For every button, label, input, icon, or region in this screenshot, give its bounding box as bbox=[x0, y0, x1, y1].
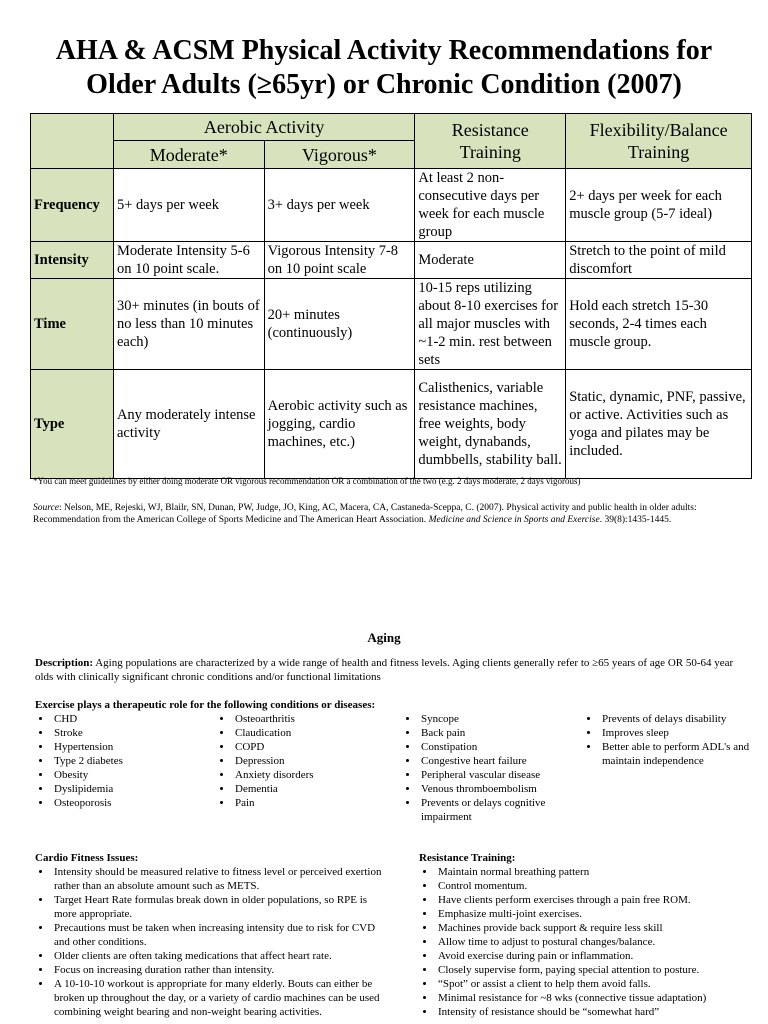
row-label-frequency: Frequency bbox=[31, 169, 114, 242]
table-row bbox=[31, 370, 752, 479]
list-item: • Dementia bbox=[233, 782, 403, 796]
recommendations-table bbox=[30, 113, 752, 479]
list-item: • Syncope bbox=[419, 712, 589, 726]
cell-moderate: 5+ days per week bbox=[113, 169, 264, 242]
source-tail: . 39(8):1435-1445. bbox=[599, 515, 672, 525]
resistance-list bbox=[419, 865, 768, 1019]
cell-vigorous: 20+ minutes (continuously) bbox=[264, 279, 415, 370]
footnote: *You can meet guidelines by either doing moderate OR vigorous recommendation OR a combination of the two (e.g. 2 days moderate, 2 days vigorous) bbox=[33, 476, 581, 486]
list-item: • Better able to perform ADL's and maintain independence bbox=[600, 740, 750, 768]
cell-moderate: 30+ minutes (in bouts of no less than 10 minutes each) bbox=[113, 279, 264, 370]
list-item: • A 10-10-10 workout is appropriate for many elderly. Bouts can either be broken up throughout the day, or a variety of cardio machines can be used combining weight bearing and non-weight bearing activities. bbox=[52, 977, 392, 1019]
list-item: • Emphasize multi-joint exercises. bbox=[436, 907, 768, 921]
corner-cell bbox=[31, 114, 114, 169]
list-item: • Stroke bbox=[52, 726, 212, 740]
list-item: • Constipation bbox=[419, 740, 589, 754]
resistance-title: Resistance Training: bbox=[419, 852, 516, 864]
list-item: • COPD bbox=[233, 740, 403, 754]
list-item: • Dyslipidemia bbox=[52, 782, 212, 796]
aerobic-header: Aerobic Activity bbox=[113, 114, 414, 141]
conditions-list-1 bbox=[35, 712, 212, 810]
list-item: • Have clients perform exercises through a pain free ROM. bbox=[436, 893, 768, 907]
cardio-list bbox=[35, 865, 392, 1019]
table-row bbox=[31, 279, 752, 370]
moderate-header: Moderate* bbox=[113, 141, 264, 169]
cell-flex: Hold each stretch 15-30 seconds, 2-4 times each muscle group. bbox=[566, 279, 752, 370]
aging-description bbox=[35, 656, 735, 684]
cell-resistance: 10-15 reps utilizing about 8-10 exercises for all major muscles with ~1-2 min. rest between sets bbox=[415, 279, 566, 370]
resistance-header: Resistance Training bbox=[415, 114, 566, 169]
list-item: • Intensity of resistance should be “somewhat hard” bbox=[436, 1005, 768, 1019]
list-item: • Closely supervise form, paying special attention to posture. bbox=[436, 963, 768, 977]
row-label-intensity: Intensity bbox=[31, 242, 114, 279]
row-label-type: Type bbox=[31, 370, 114, 479]
page-title bbox=[0, 34, 768, 102]
description-text: Aging populations are characterized by a wide range of health and fitness levels. Aging clients generally refer to ≥65 years of age OR 50-64 year olds with clinically significant chronic conditions and/or functional limitations bbox=[35, 657, 734, 683]
list-item: • Machines provide back support & require less skill bbox=[436, 921, 768, 935]
list-item: • Back pain bbox=[419, 726, 589, 740]
list-item: • Depression bbox=[233, 754, 403, 768]
conditions-list-4 bbox=[583, 712, 750, 768]
list-item: • CHD bbox=[52, 712, 212, 726]
cell-moderate: Any moderately intense activity bbox=[113, 370, 264, 479]
aging-title: Aging bbox=[367, 630, 401, 645]
cell-resistance: At least 2 non-consecutive days per week for each muscle group bbox=[415, 169, 566, 242]
list-item: • Congestive heart failure bbox=[419, 754, 589, 768]
cell-vigorous: 3+ days per week bbox=[264, 169, 415, 242]
flexibility-header: Flexibility/Balance Training bbox=[566, 114, 752, 169]
vigorous-header: Vigorous* bbox=[264, 141, 415, 169]
source-journal: Medicine and Science in Sports and Exercise bbox=[428, 515, 600, 525]
list-item: • Prevents of delays disability bbox=[600, 712, 750, 726]
list-item: • Allow time to adjust to postural changes/balance. bbox=[436, 935, 768, 949]
source-text: : Nelson, ME, Rejeski, WJ, Blailr, SN, Dunan, PW, Judge, JO, King, AC, Macera, CA, Castaneda-Sceppa, C. (2007). Physical activity and public health in older adults: Recommendation from the American College of Sports Medicine and The American Heart Association. bbox=[33, 503, 697, 525]
conditions-list-2 bbox=[216, 712, 403, 810]
list-item: • Pain bbox=[233, 796, 403, 810]
list-item: • Type 2 diabetes bbox=[52, 754, 212, 768]
list-item: • Older clients are often taking medications that affect heart rate. bbox=[52, 949, 392, 963]
list-item: • Obesity bbox=[52, 768, 212, 782]
description-label: Description: bbox=[35, 657, 94, 669]
list-item: • Maintain normal breathing pattern bbox=[436, 865, 768, 879]
list-item: • Intensity should be measured relative to fitness level or perceived exertion rather than an absolute amount such as METS. bbox=[52, 865, 392, 893]
list-item: • Peripheral vascular disease bbox=[419, 768, 589, 782]
conditions-list-3 bbox=[402, 712, 589, 824]
list-item: • Minimal resistance for ~8 wks (connective tissue adaptation) bbox=[436, 991, 768, 1005]
list-item: • Control momentum. bbox=[436, 879, 768, 893]
title-line-2: Older Adults (≥65yr) or Chronic Condition (2007) bbox=[86, 69, 682, 100]
cell-vigorous: Vigorous Intensity 7-8 on 10 point scale bbox=[264, 242, 415, 279]
list-item: • Venous thromboembolism bbox=[419, 782, 589, 796]
source-citation bbox=[33, 502, 743, 526]
list-item: • Hypertension bbox=[52, 740, 212, 754]
list-item: • Improves sleep bbox=[600, 726, 750, 740]
list-item: • Claudication bbox=[233, 726, 403, 740]
cardio-title: Cardio Fitness Issues: bbox=[35, 852, 139, 864]
title-line-1: AHA & ACSM Physical Activity Recommendations for bbox=[55, 35, 713, 66]
list-item: • Avoid exercise during pain or inflammation. bbox=[436, 949, 768, 963]
cell-resistance: Moderate bbox=[415, 242, 566, 279]
source-label: Source bbox=[33, 503, 60, 513]
cell-resistance: Calisthenics, variable resistance machines, free weights, body weight, dynabands, dumbbells, stability ball. bbox=[415, 370, 566, 479]
table-row bbox=[31, 169, 752, 242]
list-item: • Focus on increasing duration rather than intensity. bbox=[52, 963, 392, 977]
list-item: • Anxiety disorders bbox=[233, 768, 403, 782]
list-item: • Osteoarthritis bbox=[233, 712, 403, 726]
list-item: • Osteoporosis bbox=[52, 796, 212, 810]
row-label-time: Time bbox=[31, 279, 114, 370]
exercise-title: Exercise plays a therapeutic role for the following conditions or diseases: bbox=[35, 699, 376, 711]
list-item: • “Spot” or assist a client to help them avoid falls. bbox=[436, 977, 768, 991]
list-item: • Precautions must be taken when increasing intensity due to risk for CVD and other conditions. bbox=[52, 921, 392, 949]
cell-flex: Static, dynamic, PNF, passive, or active. Activities such as yoga and pilates may be included. bbox=[566, 370, 752, 479]
table-row bbox=[31, 242, 752, 279]
list-item: • Target Heart Rate formulas break down in older populations, so RPE is more appropriate. bbox=[52, 893, 392, 921]
cell-moderate: Moderate Intensity 5-6 on 10 point scale. bbox=[113, 242, 264, 279]
cell-flex: 2+ days per week for each muscle group (5-7 ideal) bbox=[566, 169, 752, 242]
list-item: • Prevents or delays cognitive impairment bbox=[419, 796, 589, 824]
cell-flex: Stretch to the point of mild discomfort bbox=[566, 242, 752, 279]
cell-vigorous: Aerobic activity such as jogging, cardio machines, etc.) bbox=[264, 370, 415, 479]
